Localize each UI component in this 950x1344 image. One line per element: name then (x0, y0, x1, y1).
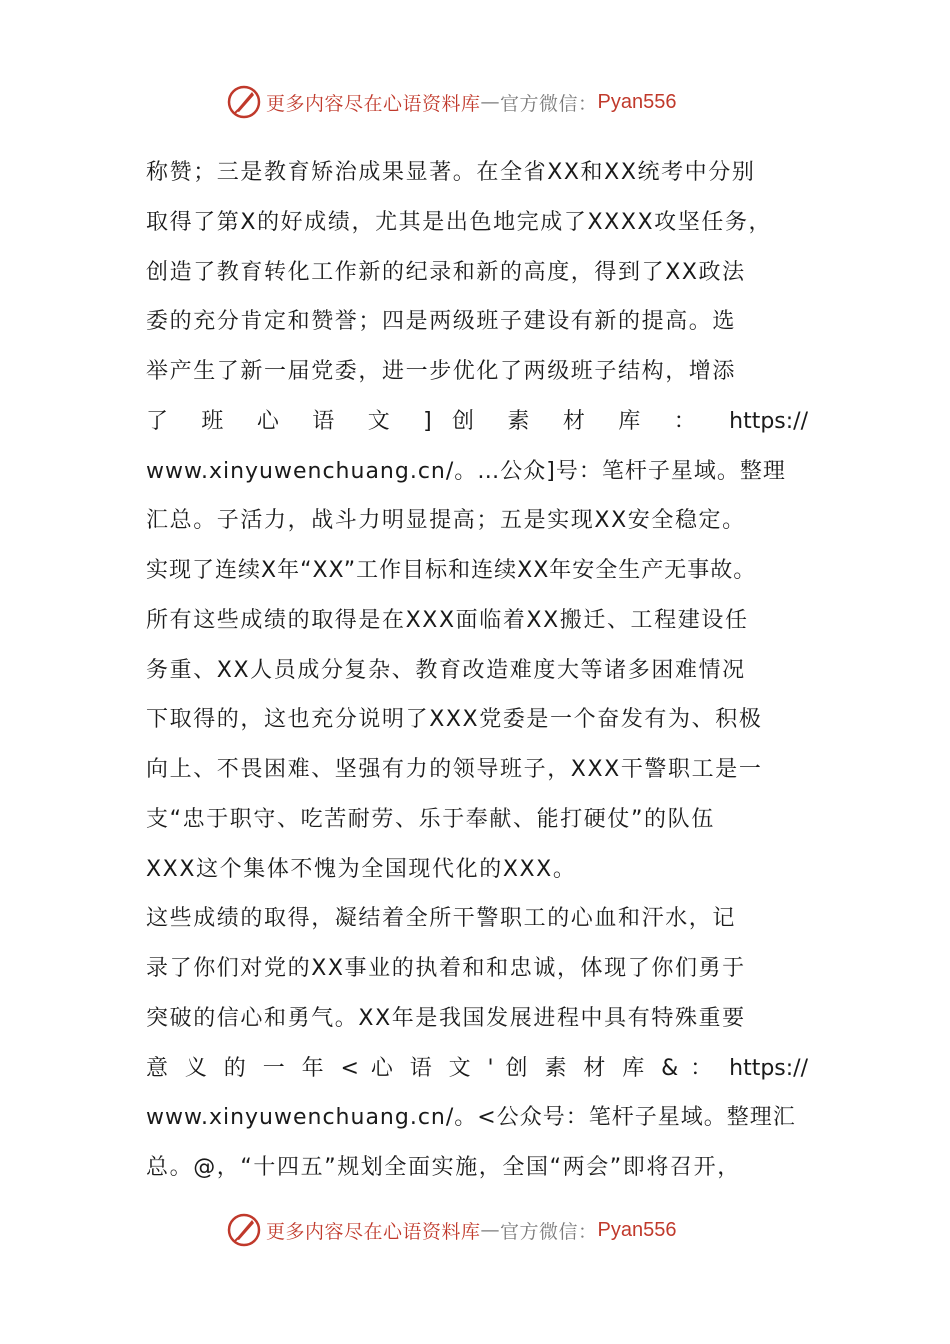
banner-dash: — (480, 1219, 501, 1241)
text-line: 向上、不畏困难、坚强有力的领导班子，XXX干警职工是一 (146, 757, 763, 782)
text-line: 取得了第X的好成绩，尤其是出色地完成了XXXX攻坚任务， (146, 209, 773, 235)
text-line: XXX这个集体不愧为全国现代化的XXX。 (146, 856, 577, 882)
text-line: 总。@，“十四五”规划全面实施，全国“两会”即将召开， (146, 1155, 741, 1180)
banner-site-text: 更多内容尽在心语资料库 (266, 1220, 481, 1243)
footer-banner (226, 1210, 677, 1250)
text-line: 所有这些成绩的取得是在XXX面临着XX搬迁、工程建设任 (146, 607, 749, 633)
text-line: 实现了连续X年“XX”工作目标和连续XX年安全生产无事故。 (146, 558, 757, 583)
text-line: 下取得的，这也充分说明了XXX党委是一个奋发有为、积极 (146, 707, 763, 733)
banner-wechat-id: Pyan556 (597, 1218, 677, 1241)
banner-wechat-label: 官方微信： (500, 1220, 598, 1243)
text-line: 创造了教育转化工作新的纪录和新的高度，得到了XX政法 (146, 259, 746, 285)
quill-logo-icon (226, 84, 262, 120)
header-banner (226, 82, 677, 122)
text-line: 称赞；三是教育矫治成果显著。在全省XX和XX统考中分别 (146, 160, 756, 185)
text-line: www.xinyuwenchuang.cn/。<公众号：笔杆子星域。整理汇 (146, 1105, 796, 1131)
text-line: 这些成绩的取得，凝结着全所干警职工的心血和汗水，记 (146, 906, 737, 932)
text-line: 举产生了新一届党委，进一步优化了两级班子结构，增添 (146, 359, 737, 384)
banner-wechat-label: 官方微信： (500, 92, 598, 115)
text-line: www.xinyuwenchuang.cn/。…公众]号：笔杆子星域。整理 (146, 458, 786, 484)
text-line: 了 班 心 语 文 ] 创 素 材 库 ： https:// (146, 408, 808, 434)
text-line: 支“忠于职守、吃苦耐劳、乐于奉献、能打硬仗”的队伍 (146, 806, 715, 832)
banner-site-text: 更多内容尽在心语资料库 (266, 92, 481, 115)
text-line: 突破的信心和勇气。XX年是我国发展进程中具有特殊重要 (146, 1005, 746, 1031)
text-line: 录了你们对党的XX事业的执着和和忠诚，体现了你们勇于 (146, 956, 746, 981)
document-body (146, 148, 808, 1193)
text-line: 务重、XX人员成分复杂、教育改造难度大等诸多困难情况 (146, 657, 746, 683)
text-line: 意 义 的 一 年 < 心 语 文 ' 创 素 材 库 & ： https:// (146, 1055, 808, 1081)
quill-logo-icon (226, 1212, 262, 1248)
text-line: 委的充分肯定和赞誉；四是两级班子建设有新的提高。选 (146, 309, 737, 335)
banner-dash: — (480, 91, 501, 113)
banner-wechat-id: Pyan556 (597, 90, 677, 113)
text-line: 汇总。子活力，战斗力明显提高；五是实现XX安全稳定。 (146, 508, 746, 534)
